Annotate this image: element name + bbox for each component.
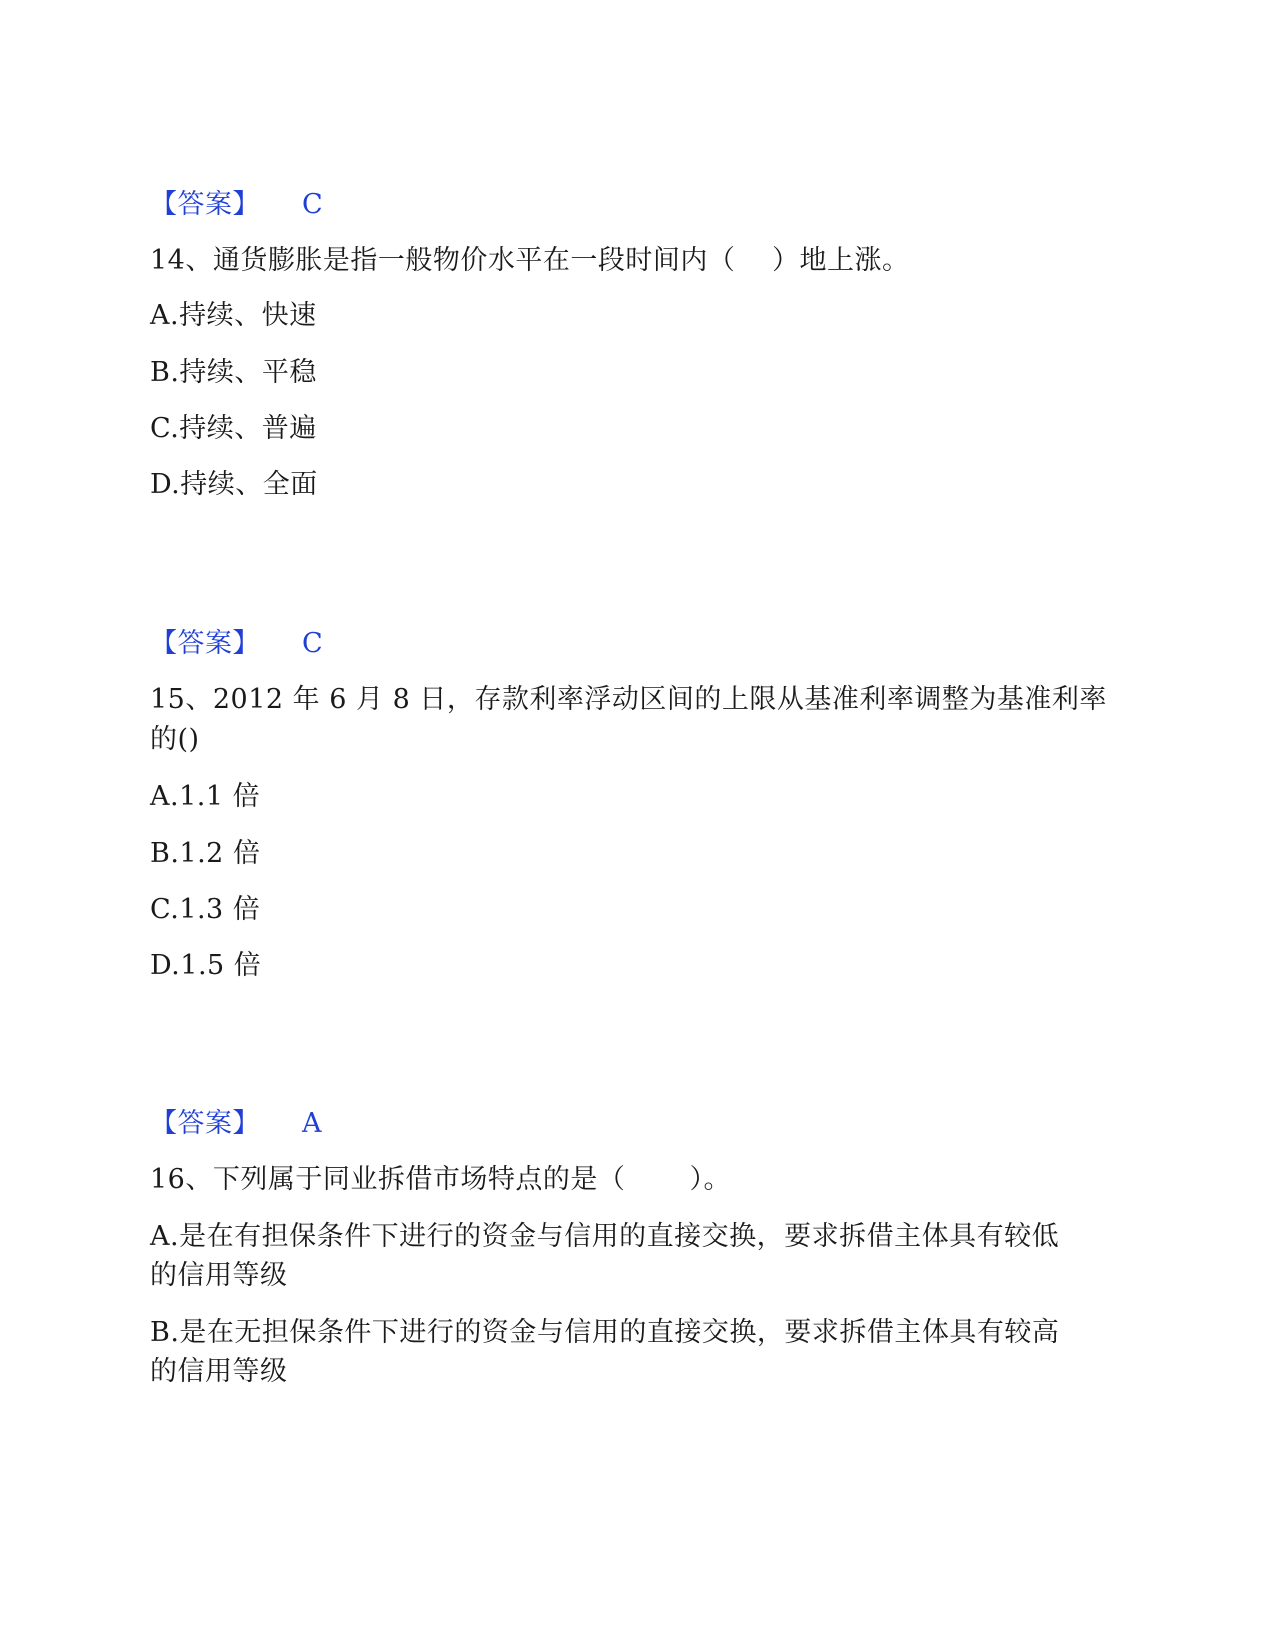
answer-value: A xyxy=(302,1108,322,1139)
answer-14 xyxy=(150,625,323,663)
question-14-option-b: B.持续、平稳 xyxy=(150,357,317,388)
question-14-option-c: C.持续、普遍 xyxy=(150,413,317,444)
question-16-option-b-line1: B.是在无担保条件下进行的资金与信用的直接交换，要求拆借主体具有较高 xyxy=(150,1317,1060,1348)
question-15-option-b: B.1.2 倍 xyxy=(150,838,261,869)
question-14-stem: 14、通货膨胀是指一般物价水平在一段时间内（ ）地上涨。 xyxy=(150,245,910,276)
question-15-stem-line2: 的() xyxy=(150,724,200,755)
question-15-option-a: A.1.1 倍 xyxy=(150,781,261,812)
answer-label: 【答案】 xyxy=(150,1108,260,1139)
answer-label: 【答案】 xyxy=(150,628,260,659)
answer-value: C xyxy=(302,189,324,220)
question-14-option-a: A.持续、快速 xyxy=(150,300,317,331)
question-15-option-d: D.1.5 倍 xyxy=(150,950,262,981)
answer-15 xyxy=(150,1105,322,1143)
question-14-option-d: D.持续、全面 xyxy=(150,469,318,500)
question-16-option-a-line1: A.是在有担保条件下进行的资金与信用的直接交换，要求拆借主体具有较低 xyxy=(150,1221,1060,1252)
question-15-option-c: C.1.3 倍 xyxy=(150,894,261,925)
question-16-option-b-line2: 的信用等级 xyxy=(150,1356,288,1387)
question-16-stem: 16、下列属于同业拆借市场特点的是（ ）。 xyxy=(150,1164,731,1195)
answer-value: C xyxy=(302,628,324,659)
question-15-stem-line1: 15、2012 年 6 月 8 日，存款利率浮动区间的上限从基准利率调整为基准利率 xyxy=(150,684,1107,715)
answer-13 xyxy=(150,186,323,224)
question-16-option-a-line2: 的信用等级 xyxy=(150,1260,288,1291)
answer-label: 【答案】 xyxy=(150,189,260,220)
